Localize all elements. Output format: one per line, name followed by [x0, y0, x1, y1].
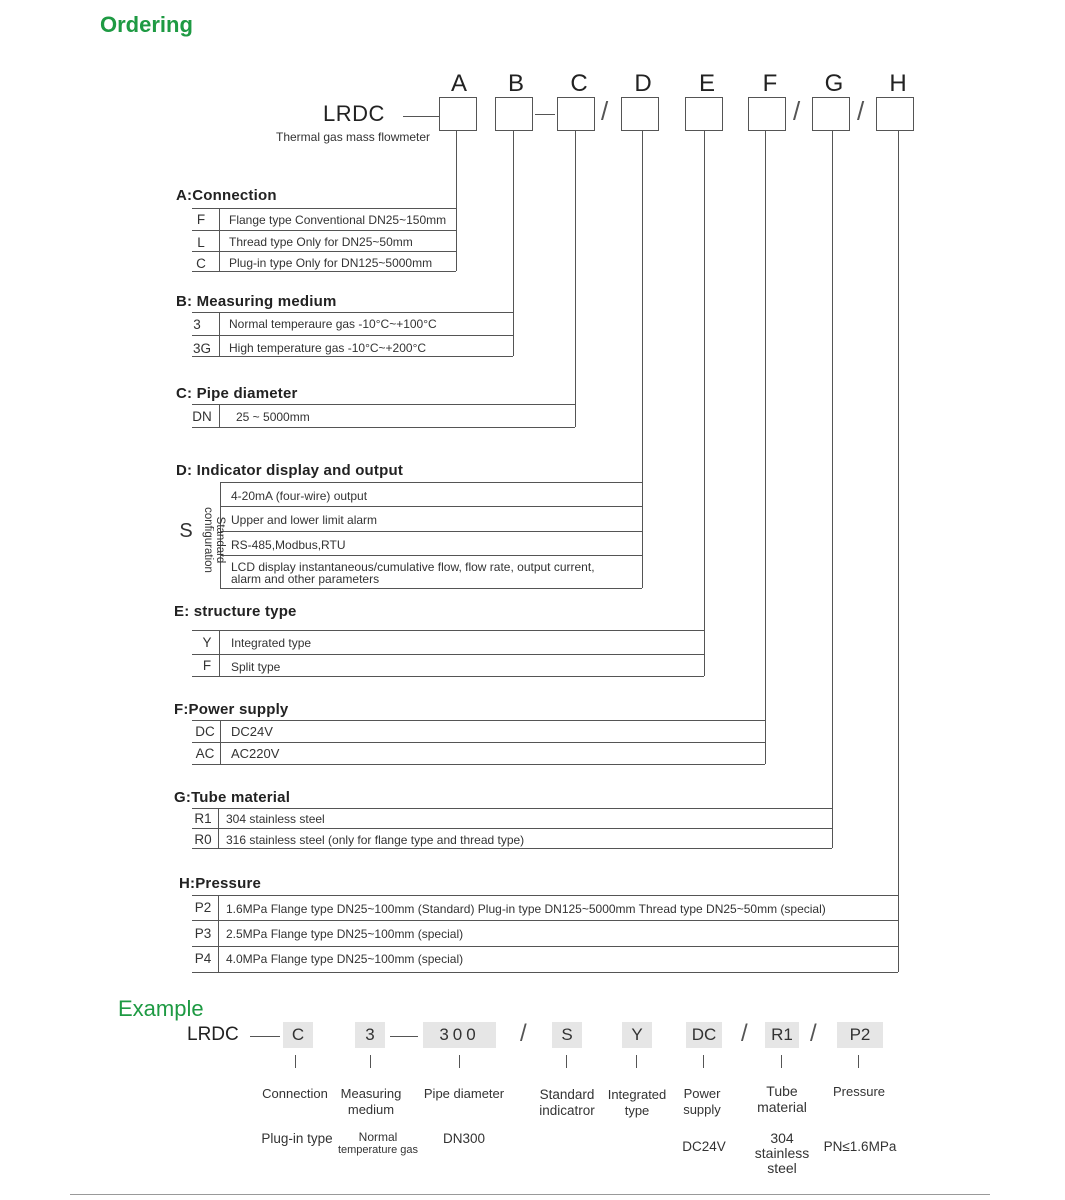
- e-code-f: F: [202, 658, 212, 673]
- rule: [220, 555, 642, 556]
- slash-g-h: /: [857, 96, 865, 126]
- example-dash-2: [390, 1036, 418, 1037]
- letter-d: D: [634, 70, 652, 97]
- rule: [192, 230, 456, 231]
- letter-b: B: [507, 70, 524, 97]
- g-code-r0: R0: [194, 832, 212, 847]
- rule: [192, 356, 513, 357]
- example-box-pipe: 300: [423, 1022, 496, 1048]
- a-code-f: F: [196, 212, 206, 227]
- rule: [192, 335, 513, 336]
- connector-h: [898, 131, 899, 972]
- rule: [219, 404, 220, 427]
- rule: [220, 482, 642, 483]
- rule: [219, 630, 220, 676]
- example-value-connection: Plug-in type: [261, 1131, 333, 1146]
- f-desc-dc: DC24V: [231, 724, 273, 739]
- letter-c: C: [570, 70, 588, 97]
- rule: [192, 427, 575, 428]
- rule: [219, 208, 220, 271]
- d-desc-2: Upper and lower limit alarm: [231, 513, 378, 527]
- c-desc-dn: 25 ~ 5000mm: [236, 410, 310, 424]
- section-g-title: G:Tube material: [174, 789, 291, 806]
- letter-f: F: [762, 70, 778, 97]
- section-f-title: F:Power supply: [174, 701, 289, 718]
- e-desc-f: Split type: [231, 660, 281, 674]
- example-value-power: DC24V: [682, 1139, 726, 1154]
- rule: [192, 312, 513, 313]
- code-box-g: [812, 97, 850, 131]
- example-slash-3: /: [810, 1020, 817, 1047]
- h-desc-p3: 2.5MPa Flange type DN25~100mm (special): [226, 927, 464, 941]
- example-box-indicator: S: [552, 1022, 582, 1048]
- d-desc-4b: alarm and other parameters: [231, 572, 380, 586]
- rule: [192, 972, 898, 973]
- example-label-tube: Tube material: [757, 1083, 807, 1115]
- example-value-pipe: DN300: [442, 1131, 486, 1146]
- letter-h: H: [889, 70, 907, 97]
- h-code-p2: P2: [194, 900, 212, 915]
- tick: [858, 1055, 859, 1068]
- model-code: LRDC: [323, 101, 385, 126]
- section-e-title: E: structure type: [174, 603, 297, 620]
- d-vertical-label-1: Standard: [214, 516, 226, 564]
- example-label-pressure: Pressure: [832, 1084, 886, 1099]
- f-desc-ac: AC220V: [231, 746, 280, 761]
- example-box-power: DC: [686, 1022, 722, 1048]
- tick: [703, 1055, 704, 1068]
- rule: [192, 404, 575, 405]
- rule: [192, 654, 704, 655]
- rule: [220, 588, 642, 589]
- a-desc-l: Thread type Only for DN25~50mm: [229, 235, 413, 249]
- code-box-a: [439, 97, 477, 131]
- a-code-l: L: [197, 235, 205, 250]
- example-box-medium: 3: [355, 1022, 385, 1048]
- example-box-structure: Y: [622, 1022, 652, 1048]
- bottom-rule: [70, 1194, 990, 1195]
- b-code-3g: 3G: [192, 341, 211, 356]
- rule: [192, 848, 832, 849]
- tick: [459, 1055, 460, 1068]
- b-code-3: 3: [193, 317, 201, 332]
- example-box-pressure: P2: [837, 1022, 883, 1048]
- rule: [192, 271, 456, 272]
- code-box-c: [557, 97, 595, 131]
- example-label-structure: Integrated type: [607, 1087, 667, 1118]
- example-title: Example: [118, 996, 204, 1021]
- example-value-pressure: PN≤1.6MPa: [823, 1139, 897, 1154]
- tick: [566, 1055, 567, 1068]
- d-desc-3: RS-485,Modbus,RTU: [231, 538, 346, 552]
- connector-a: [456, 131, 457, 271]
- d-code-s: S: [179, 520, 193, 542]
- example-label-medium: Measuring medium: [340, 1086, 402, 1117]
- model-dash: [403, 116, 439, 117]
- connector-c: [575, 131, 576, 427]
- rule: [192, 828, 832, 829]
- a-desc-c: Plug-in type Only for DN125~5000mm: [229, 256, 433, 270]
- e-code-y: Y: [202, 635, 212, 650]
- c-code-dn: DN: [192, 409, 212, 424]
- section-a-title: A:Connection: [176, 187, 277, 204]
- connector-e: [704, 131, 705, 676]
- example-slash-1: /: [520, 1020, 527, 1047]
- tick: [370, 1055, 371, 1068]
- rule: [192, 895, 898, 896]
- model-subtitle: Thermal gas mass flowmeter: [276, 130, 431, 144]
- rule: [192, 742, 765, 743]
- h-desc-p4: 4.0MPa Flange type DN25~100mm (special): [226, 952, 464, 966]
- d-desc-1: 4-20mA (four-wire) output: [231, 489, 368, 503]
- tick: [636, 1055, 637, 1068]
- b-desc-3g: High temperature gas -10°C~+200°C: [229, 341, 427, 355]
- rule: [192, 720, 765, 721]
- b-desc-3: Normal temperaure gas -10°C~+100°C: [229, 317, 437, 331]
- h-code-p3: P3: [194, 926, 212, 941]
- rule: [192, 920, 898, 921]
- rule: [219, 312, 220, 356]
- example-value-medium: Normal temperature gas: [337, 1130, 419, 1156]
- example-box-connection: C: [283, 1022, 313, 1048]
- ordering-title: Ordering: [100, 12, 193, 37]
- example-value-tube: 304 stainless steel: [754, 1130, 810, 1176]
- letter-g: G: [824, 70, 844, 97]
- example-label-connection: Connection: [262, 1086, 328, 1101]
- section-b-title: B: Measuring medium: [176, 293, 337, 310]
- section-c-title: C: Pipe diameter: [176, 385, 298, 402]
- rule: [220, 531, 642, 532]
- rule: [218, 895, 219, 972]
- rule: [192, 676, 704, 677]
- example-slash-2: /: [741, 1020, 748, 1047]
- g-desc-r1: 304 stainless steel: [226, 812, 325, 826]
- connector-g: [832, 131, 833, 848]
- code-box-e: [685, 97, 723, 131]
- code-box-d: [621, 97, 659, 131]
- f-code-dc: DC: [195, 724, 215, 739]
- dash-b-c: [535, 114, 555, 115]
- a-desc-f: Flange type Conventional DN25~150mm: [229, 213, 447, 227]
- f-code-ac: AC: [195, 746, 215, 761]
- connector-b: [513, 131, 514, 356]
- d-vertical-label: [195, 490, 225, 582]
- g-code-r1: R1: [194, 811, 212, 826]
- g-desc-r0: 316 stainless steel (only for flange type and thread type): [226, 833, 525, 847]
- tick: [781, 1055, 782, 1068]
- connector-f: [765, 131, 766, 764]
- example-model: LRDC: [187, 1024, 239, 1045]
- h-desc-p2: 1.6MPa Flange type DN25~100mm (Standard) Plug-in type DN125~5000mm Thread type DN25~50mm (special): [226, 902, 826, 916]
- section-d-title: D: Indicator display and output: [176, 462, 404, 479]
- rule: [192, 630, 704, 631]
- letter-e: E: [698, 70, 715, 97]
- rule: [192, 946, 898, 947]
- example-box-tube: R1: [765, 1022, 799, 1048]
- example-dash-1: [250, 1036, 280, 1037]
- h-code-p4: P4: [194, 951, 212, 966]
- letter-a: A: [450, 70, 467, 97]
- connector-d: [642, 131, 643, 588]
- slash-c-d: /: [601, 96, 609, 126]
- e-desc-y: Integrated type: [231, 636, 312, 650]
- code-box-b: [495, 97, 533, 131]
- section-h-title: H:Pressure: [179, 875, 262, 892]
- code-box-h: [876, 97, 914, 131]
- tick: [295, 1055, 296, 1068]
- example-label-pipe: Pipe diameter: [423, 1086, 505, 1101]
- d-desc-4: LCD display instantaneous/cumulative flow, flow rate, output current,: [231, 560, 595, 574]
- rule: [220, 506, 642, 507]
- code-box-f: [748, 97, 786, 131]
- example-label-indicator: Standard indicatror: [539, 1087, 595, 1118]
- d-vertical-label-2: configuration: [202, 507, 214, 573]
- rule: [192, 764, 765, 765]
- slash-f-g: /: [793, 96, 801, 126]
- example-label-power: Power supply: [683, 1086, 721, 1117]
- a-code-c: C: [196, 256, 206, 271]
- rule: [192, 808, 832, 809]
- rule: [192, 251, 456, 252]
- rule: [192, 208, 456, 209]
